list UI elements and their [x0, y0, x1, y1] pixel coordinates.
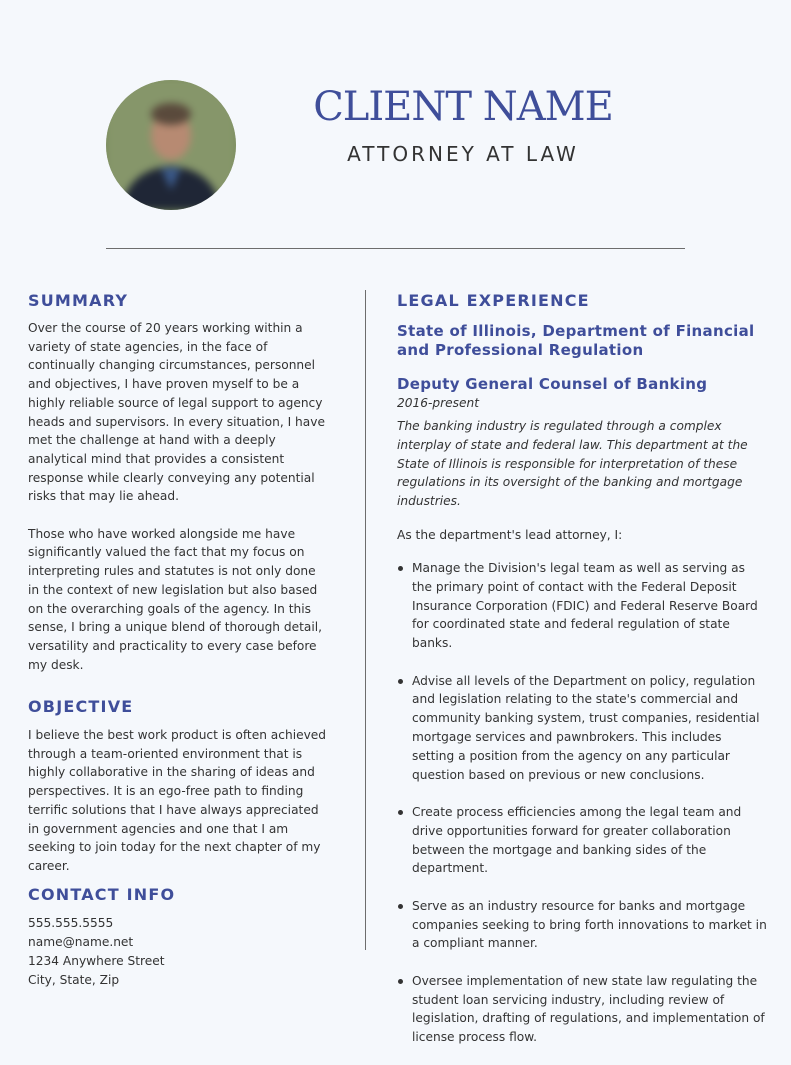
role-description: The banking industry is regulated through a complex interplay of state and federal law. This department at the State of Illinois is responsible for interpretation of these regulations in its oversight of the banking and mortgage industries.	[397, 419, 748, 509]
summary-heading: SUMMARY	[28, 291, 129, 310]
contact-section	[28, 914, 328, 990]
contact-phone: 555.555.5555	[28, 916, 114, 930]
contact-street: 1234 Anywhere Street	[28, 954, 165, 968]
responsibilities-list	[397, 559, 767, 1047]
organization-name: State of Illinois, Department of Financial and Professional Regulation	[397, 322, 755, 359]
list-item: Advise all levels of the Department on policy, regulation and legislation relating to the state's commercial and community banking system, trust companies, residential mortgage services and pawnbrokers. This includes setting a position from the agency on any particular question based on previous or new conclusions.	[397, 672, 767, 785]
person-portrait-icon	[106, 80, 236, 210]
client-name: CLIENT NAME	[313, 84, 613, 130]
summary-section	[28, 319, 328, 674]
responsibilities-intro: As the department's lead attorney, I:	[397, 527, 623, 542]
list-item: Serve as an industry resource for banks and mortgage companies seeking to bring forth innovations to market in a compliant manner.	[397, 897, 767, 953]
summary-paragraph-2: Those who have worked alongside me have significantly valued the fact that my focus on interpreting rules and statutes is not only done in the context of new legislation but also based on the overarching goals of the agency. In this sense, I bring a unique blend of thorough detail, versatility and practicality to every case before my desk.	[28, 526, 323, 672]
experience-heading: LEGAL EXPERIENCE	[397, 291, 590, 310]
contact-city: City, State, Zip	[28, 973, 120, 987]
contact-email: name@name.net	[28, 935, 134, 949]
column-divider	[365, 290, 366, 950]
objective-paragraph: I believe the best work product is often achieved through a team-oriented environment that is highly collaborative in the sharing of ideas and perspectives. It is an ego-free path to finding terrific solutions that I have always appreciated in government agencies and one that I am seeking to join today for the next chapter of my career.	[28, 728, 327, 873]
role-period: 2016-present	[397, 396, 480, 410]
role-title: Deputy General Counsel of Banking	[397, 375, 708, 393]
experience-section	[397, 322, 767, 1065]
profile-photo	[106, 80, 236, 210]
list-item: Manage the Division's legal team as well as serving as the primary point of contact with the Federal Deposit Insurance Corporation (FDIC) and Federal Reserve Board for coordinated state and federal regulation of state banks.	[397, 559, 767, 653]
header-divider	[106, 248, 685, 249]
objective-heading: OBJECTIVE	[28, 697, 134, 716]
objective-section	[28, 726, 328, 876]
contact-heading: CONTACT INFO	[28, 885, 176, 904]
job-title: ATTORNEY AT LAW	[347, 142, 579, 166]
list-item: Oversee implementation of new state law regulating the student loan servicing industry, including review of legislation, drafting of regulations, and implementation of license process flow.	[397, 972, 767, 1047]
list-item: Create process efficiencies among the legal team and drive opportunities forward for greater collaboration between the mortgage and banking sides of the department.	[397, 803, 767, 878]
summary-paragraph-1: Over the course of 20 years working within a variety of state agencies, in the face of continually changing circumstances, personnel and objectives, I have proven myself to be a highly reliable source of legal support to agency heads and supervisors. In every situation, I have met the challenge at hand with a deeply analytical mind that provides a consistent response while clearly conveying any potential risks that may lie ahead.	[28, 321, 325, 504]
